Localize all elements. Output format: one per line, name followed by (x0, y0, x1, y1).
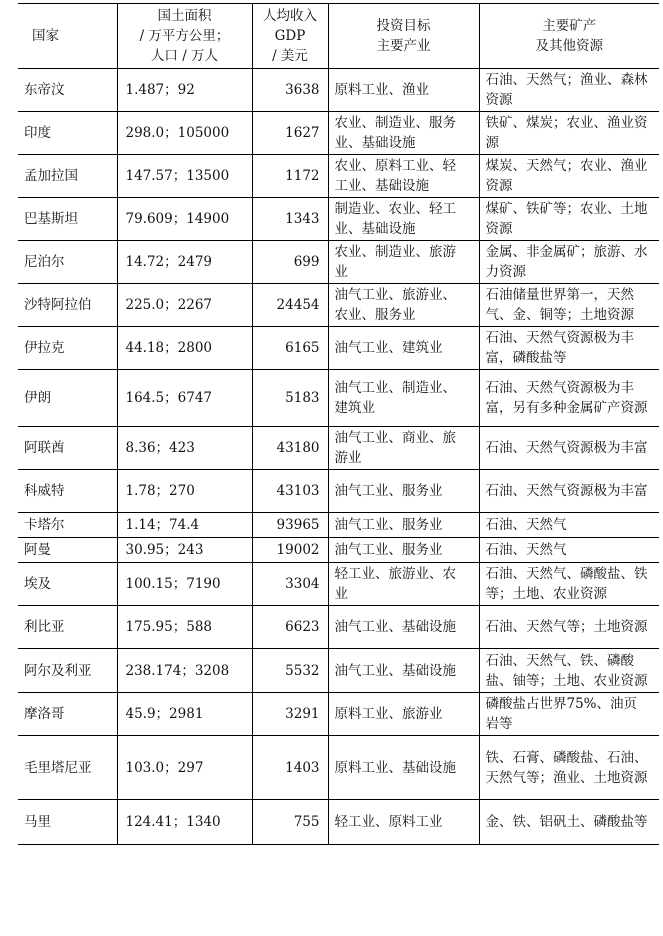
table-row (18, 693, 659, 736)
area-population-cell: 298.0；105000 (117, 112, 252, 155)
table-row (18, 538, 659, 563)
gdp-cell: 24454 (252, 284, 328, 327)
resources-cell: 石油、天然气；渔业、森林资源 (479, 69, 659, 112)
industry-cell: 油气工业、基础设施 (328, 649, 479, 693)
header-resources (479, 4, 659, 69)
header-gdp-line-2: GDP (274, 28, 306, 44)
country-cell: 尼泊尔 (24, 254, 65, 270)
gdp-cell: 6623 (252, 606, 328, 649)
industry-cell: 原料工业、渔业 (328, 69, 479, 112)
gdp-cell: 3638 (252, 69, 328, 112)
resources-cell: 煤炭、天然气；农业、渔业资源 (479, 155, 659, 198)
table-row (18, 69, 659, 112)
industry-cell: 制造业、农业、轻工业、基础设施 (328, 198, 479, 241)
industry-cell: 油气工业、旅游业、农业、服务业 (328, 284, 479, 327)
country-cell: 埃及 (24, 576, 51, 592)
table-row (18, 649, 659, 693)
resources-cell: 石油、天然气资源极为丰富 (479, 470, 659, 513)
table-row (18, 284, 659, 327)
resources-cell: 石油储量世界第一，天然气、金、铜等；土地资源 (479, 284, 659, 327)
area-population-cell: 175.95；588 (117, 606, 252, 649)
header-resources-line-2: 及其他资源 (535, 38, 603, 54)
table-row (18, 513, 659, 538)
table-row (18, 563, 659, 606)
industry-cell: 原料工业、基础设施 (328, 736, 479, 800)
gdp-cell: 1403 (252, 736, 328, 800)
header-area-line-1: 国土面积 (157, 8, 212, 24)
country-cell: 伊朗 (24, 390, 51, 406)
header-industry-line-1: 投资目标 (376, 18, 431, 34)
gdp-cell: 1343 (252, 198, 328, 241)
resources-cell: 铁矿、煤炭；农业、渔业资源 (479, 112, 659, 155)
resources-cell: 石油、天然气资源极为丰富，磷酸盐等 (479, 327, 659, 370)
industry-cell: 原料工业、旅游业 (328, 693, 479, 736)
industry-cell: 农业、制造业、服务业、基础设施 (328, 112, 479, 155)
area-population-cell: 14.72；2479 (117, 241, 252, 284)
header-gdp (252, 4, 328, 69)
area-population-cell: 103.0；297 (117, 736, 252, 800)
industry-cell: 农业、原料工业、轻工业、基础设施 (328, 155, 479, 198)
resources-cell: 金属、非金属矿；旅游、水力资源 (479, 241, 659, 284)
table-row (18, 427, 659, 470)
header-row (18, 4, 659, 69)
header-area-line-2: / 万平方公里； (139, 28, 230, 44)
area-population-cell: 8.36；423 (117, 427, 252, 470)
header-industry-line-2: 主要产业 (376, 38, 431, 54)
industry-cell: 农业、制造业、旅游业 (328, 241, 479, 284)
gdp-cell: 6165 (252, 327, 328, 370)
gdp-cell: 3304 (252, 563, 328, 606)
header-gdp-line-1: 人均收入 (263, 8, 317, 24)
area-population-cell: 1.487；92 (117, 69, 252, 112)
table-row (18, 112, 659, 155)
area-population-cell: 100.15；7190 (117, 563, 252, 606)
resources-cell: 石油、天然气、铁、磷酸盐、铀等；土地、农业资源 (479, 649, 659, 693)
industry-cell: 油气工业、制造业、建筑业 (328, 370, 479, 427)
country-cell: 阿曼 (24, 542, 51, 558)
country-cell: 沙特阿拉伯 (24, 297, 92, 313)
gdp-cell: 755 (252, 800, 328, 845)
country-cell: 阿尔及利亚 (24, 662, 92, 679)
table-row (18, 327, 659, 370)
gdp-cell: 699 (252, 241, 328, 284)
header-area-line-3: 人口 / 万人 (150, 48, 219, 64)
industry-cell: 油气工业、建筑业 (328, 327, 479, 370)
gdp-cell: 5532 (252, 649, 328, 693)
area-population-cell: 124.41；1340 (117, 800, 252, 845)
table-row (18, 800, 659, 845)
area-population-cell: 44.18；2800 (117, 327, 252, 370)
resources-cell: 磷酸盐占世界75%、油页岩等 (479, 693, 659, 736)
gdp-cell: 43180 (252, 427, 328, 470)
header-country-text: 国家 (32, 28, 59, 44)
industry-cell: 轻工业、原料工业 (328, 800, 479, 845)
resources-cell: 石油、天然气 (479, 538, 659, 563)
country-cell: 利比亚 (24, 619, 65, 635)
resources-cell: 石油、天然气等；土地资源 (479, 606, 659, 649)
gdp-cell: 43103 (252, 470, 328, 513)
country-cell: 孟加拉国 (24, 168, 78, 184)
table-row (18, 241, 659, 284)
industry-cell: 油气工业、服务业 (328, 513, 479, 538)
header-resources-line-1: 主要矿产 (542, 18, 597, 34)
table-row (18, 606, 659, 649)
table-row (18, 736, 659, 800)
table-body (18, 69, 659, 845)
country-table-container (18, 3, 659, 845)
resources-cell: 石油、天然气资源极为丰富 (479, 427, 659, 470)
area-population-cell: 45.9；2981 (117, 693, 252, 736)
gdp-cell: 1172 (252, 155, 328, 198)
header-industry (328, 4, 479, 69)
header-area-population (117, 4, 252, 69)
area-population-cell: 30.95；243 (117, 538, 252, 563)
table-header (18, 4, 659, 69)
gdp-cell: 93965 (252, 513, 328, 538)
area-population-cell: 164.5；6747 (117, 370, 252, 427)
area-population-cell: 1.78；270 (117, 470, 252, 513)
resources-cell: 煤矿、铁矿等；农业、土地资源 (479, 198, 659, 241)
header-country (18, 4, 117, 69)
country-cell: 摩洛哥 (24, 706, 65, 722)
area-population-cell: 147.57；13500 (117, 155, 252, 198)
area-population-cell: 1.14；74.4 (117, 513, 252, 538)
country-investment-table (18, 3, 659, 845)
gdp-cell: 5183 (252, 370, 328, 427)
industry-cell: 油气工业、服务业 (328, 470, 479, 513)
table-row (18, 370, 659, 427)
country-cell: 科威特 (24, 483, 65, 499)
resources-cell: 金、铁、铝矾土、磷酸盐等 (479, 800, 659, 845)
industry-cell: 油气工业、服务业 (328, 538, 479, 563)
area-population-cell: 238.174；3208 (117, 649, 252, 693)
country-cell: 阿联酋 (24, 440, 65, 456)
country-cell: 卡塔尔 (24, 517, 65, 533)
country-cell: 毛里塔尼亚 (24, 759, 92, 776)
gdp-cell: 19002 (252, 538, 328, 563)
gdp-cell: 3291 (252, 693, 328, 736)
resources-cell: 铁、石膏、磷酸盐、石油、天然气等；渔业、土地资源 (479, 736, 659, 800)
country-cell: 印度 (24, 125, 51, 141)
gdp-cell: 1627 (252, 112, 328, 155)
country-cell: 东帝汶 (24, 82, 65, 98)
country-cell: 伊拉克 (24, 340, 65, 356)
industry-cell: 轻工业、旅游业、农业 (328, 563, 479, 606)
header-gdp-line-3: / 美元 (272, 48, 308, 64)
area-population-cell: 79.609；14900 (117, 198, 252, 241)
country-cell: 马里 (24, 814, 51, 830)
country-cell: 巴基斯坦 (24, 211, 78, 227)
table-row (18, 470, 659, 513)
industry-cell: 油气工业、商业、旅游业 (328, 427, 479, 470)
table-row (18, 155, 659, 198)
table-row (18, 198, 659, 241)
resources-cell: 石油、天然气 (479, 513, 659, 538)
resources-cell: 石油、天然气、磷酸盐、铁等；土地、农业资源 (479, 563, 659, 606)
resources-cell: 石油、天然气资源极为丰富，另有多种金属矿产资源 (479, 370, 659, 427)
industry-cell: 油气工业、基础设施 (328, 606, 479, 649)
area-population-cell: 225.0；2267 (117, 284, 252, 327)
